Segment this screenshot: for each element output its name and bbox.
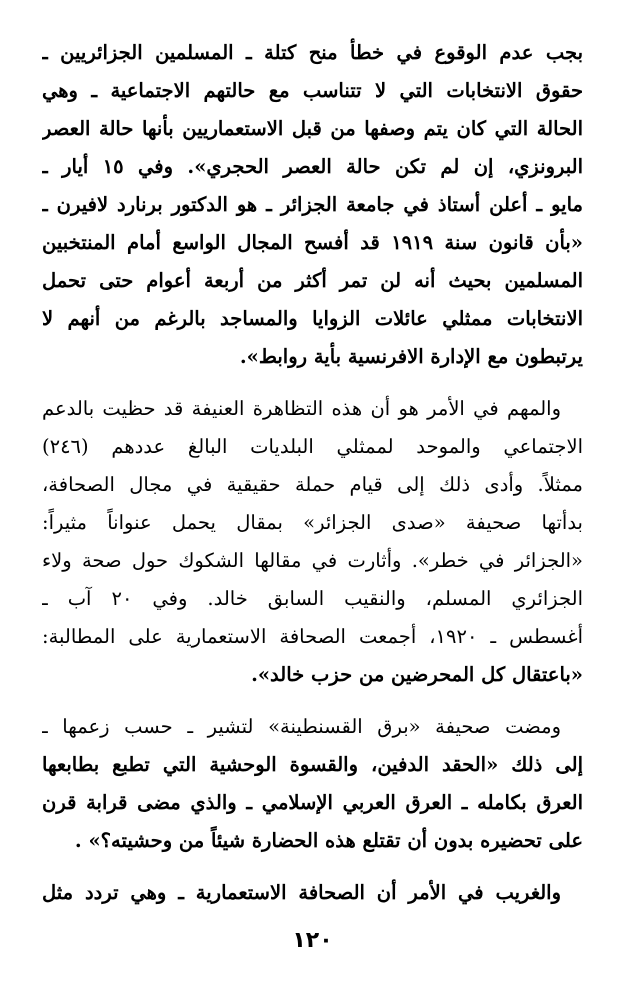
- text-line: العرق بكامله ـ العرق العربي الإسلامي ـ والذي مضى قرابة قرن: [42, 791, 583, 814]
- page-number: ١٢٠: [292, 928, 333, 953]
- text-line: مايو ـ أعلن أستاذ في جامعة الجزائر ـ هو الدكتور برنارد لافيرن ـ: [42, 193, 583, 216]
- text-line: بجب عدم الوقوع في خطأ منح كتلة ـ المسلمين الجزائريين ـ: [42, 41, 583, 64]
- paragraph-2: [42, 390, 583, 694]
- text-line: ومضت صحيفة «برق القسنطينة» لتشير ـ حسب زعمها ـ: [42, 715, 561, 738]
- text-line: يرتبطون مع الإدارة الافرنسية بأية روابط».: [239, 345, 583, 368]
- text-line: «الجزائر في خطر». وأثارت في مقالها الشكوك حول صحة ولاء: [42, 549, 583, 572]
- text-line: البرونزي، إن لم تكن حالة العصر الحجري». وفي ١٥ أيار ـ: [42, 155, 583, 178]
- paragraph-gap: [42, 376, 583, 390]
- text-line: الحالة التي كان يتم وصفها من قبل الاستعماريين بأنها حالة العصر: [42, 117, 583, 140]
- text-line: حقوق الانتخابات التي لا تتناسب مع حالتهم الاجتماعية ـ وهي: [42, 79, 583, 102]
- text-line: ممثلاً. وأدى ذلك إلى قيام حملة حقيقية في مجال الصحافة،: [42, 473, 583, 496]
- text-line: الانتخابات ممثلي عائلات الزوايا والمساجد بالرغم من أنهم لا: [42, 307, 583, 330]
- paragraph-1: [42, 34, 583, 376]
- text-line: الجزائري المسلم، والنقيب السابق خالد. وفي ٢٠ آب ـ: [42, 587, 583, 610]
- text-line: الاجتماعي والموحد لممثلي البلديات البالغ عددهم (٢٤٦): [42, 435, 583, 458]
- text-line: إلى ذلك «الحقد الدفين، والقسوة الوحشية التي تطبع بطابعها: [42, 753, 583, 776]
- text-line: والمهم في الأمر هو أن هذه التظاهرة العنيفة قد حظيت بالدعم: [42, 397, 561, 420]
- text-line: والغريب في الأمر أن الصحافة الاستعمارية ـ وهي تردد مثل: [42, 881, 561, 904]
- text-line: على تحضيره بدون أن تقتلع هذه الحضارة شيئاً من وحشيته؟» .: [74, 829, 583, 852]
- page-text: [42, 34, 583, 912]
- paragraph-gap: [42, 694, 583, 708]
- text-line: بدأتها صحيفة «صدى الجزائر» بمقال يحمل عنواناً مثيراً:: [42, 511, 583, 534]
- paragraph-4: [42, 874, 583, 912]
- text-line: أغسطس ـ ١٩٢٠، أجمعت الصحافة الاستعمارية على المطالبة:: [42, 625, 583, 648]
- text-line: المسلمين بحيث أنه لن تمر أكثر من أربعة أعوام حتى تحمل: [42, 269, 583, 292]
- text-line: «باعتقال كل المحرضين من حزب خالد».: [251, 663, 583, 686]
- paragraph-gap: [42, 860, 583, 874]
- paragraph-3: [42, 708, 583, 860]
- text-line: «بأن قانون سنة ١٩١٩ قد أفسح المجال الواسع أمام المنتخبين: [42, 231, 583, 254]
